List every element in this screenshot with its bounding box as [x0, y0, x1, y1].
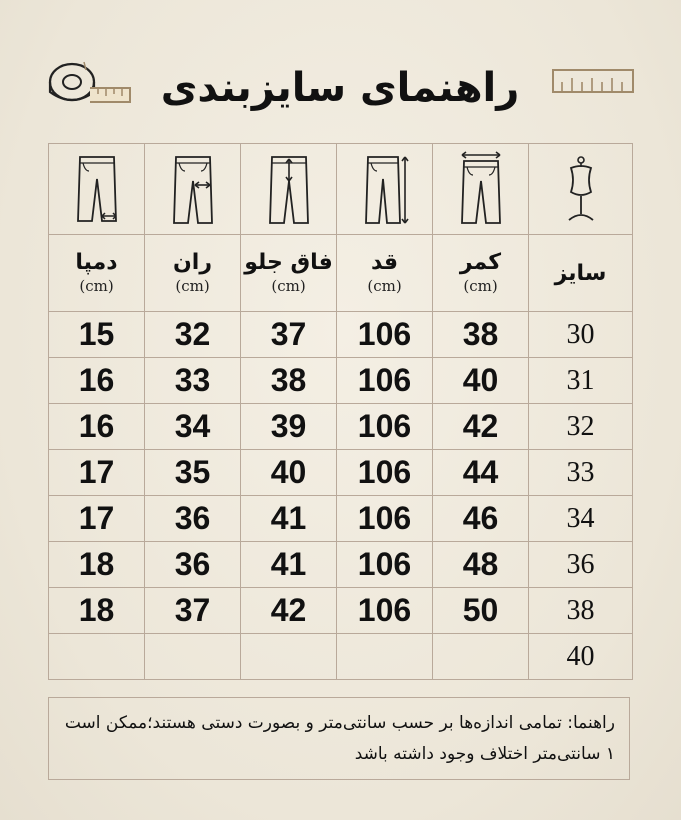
header-thigh-unit: (cm): [175, 277, 210, 295]
table-row: [49, 588, 633, 634]
hem-icon-cell: [49, 144, 145, 235]
header-thigh: [145, 235, 241, 312]
hem-cell: 18: [49, 588, 145, 634]
header-rise: [241, 235, 337, 312]
header-length-unit: (cm): [367, 277, 402, 295]
rise-icon-cell: [241, 144, 337, 235]
guide-note: راهنما: تمامی اندازه‌ها بر حسب سانتی‌متر و بصورت دستی هستند؛ممکن است ۱ سانتی‌متر اختلاف وجود داشته باشد: [48, 697, 630, 780]
length-cell: 106: [337, 542, 433, 588]
waist-cell: [433, 634, 529, 680]
thigh-icon-cell: [145, 144, 241, 235]
header-length: [337, 235, 433, 312]
header-hem-unit: (cm): [79, 277, 114, 295]
length-cell: [337, 634, 433, 680]
waist-cell: 46: [433, 496, 529, 542]
header-rise-unit: (cm): [271, 277, 306, 295]
size-cell: 34: [529, 496, 633, 542]
table-row: [49, 450, 633, 496]
mannequin-icon: [561, 154, 601, 224]
thigh-cell: 35: [145, 450, 241, 496]
header-rise-label: فاق جلو: [244, 250, 333, 275]
size-cell: 30: [529, 312, 633, 358]
header-row: [49, 235, 633, 312]
length-icon-cell: [337, 144, 433, 235]
thigh-cell: 33: [145, 358, 241, 404]
waist-cell: 48: [433, 542, 529, 588]
thigh-cell: 32: [145, 312, 241, 358]
header-thigh-label: ران: [173, 250, 212, 275]
size-cell: 40: [529, 634, 633, 680]
table-row: [49, 634, 633, 680]
header-hem: [49, 235, 145, 312]
rise-cell: [241, 634, 337, 680]
waist-cell: 38: [433, 312, 529, 358]
header-size-label: سایز: [554, 260, 607, 286]
page-title: راهنمای سایزبندی: [160, 65, 520, 111]
thigh-cell: 37: [145, 588, 241, 634]
ruler-icon: [552, 68, 634, 94]
length-cell: 106: [337, 312, 433, 358]
icon-row: [49, 144, 633, 235]
size-cell: 36: [529, 542, 633, 588]
pants-waist-icon: [456, 151, 506, 227]
header-waist-unit: (cm): [463, 277, 498, 295]
table-row: [49, 496, 633, 542]
length-cell: 106: [337, 450, 433, 496]
hem-cell: 17: [49, 496, 145, 542]
header-waist-label: کمر: [459, 250, 502, 275]
hem-cell: 15: [49, 312, 145, 358]
rise-cell: 41: [241, 496, 337, 542]
size-icon-cell: [529, 144, 633, 235]
waist-cell: 50: [433, 588, 529, 634]
rise-cell: 38: [241, 358, 337, 404]
title-row: [0, 52, 681, 124]
table-row: [49, 404, 633, 450]
rise-cell: 37: [241, 312, 337, 358]
waist-icon-cell: [433, 144, 529, 235]
header-hem-label: دمپا: [75, 250, 118, 275]
size-cell: 31: [529, 358, 633, 404]
hem-cell: [49, 634, 145, 680]
table-row: [49, 312, 633, 358]
thigh-cell: 36: [145, 496, 241, 542]
table-row: [49, 542, 633, 588]
length-cell: 106: [337, 358, 433, 404]
hem-cell: 16: [49, 358, 145, 404]
waist-cell: 40: [433, 358, 529, 404]
rise-cell: 41: [241, 542, 337, 588]
length-cell: 106: [337, 404, 433, 450]
measuring-tape-icon: [44, 58, 134, 108]
rise-cell: 42: [241, 588, 337, 634]
pants-thigh-icon: [168, 151, 218, 227]
pants-length-icon: [360, 151, 410, 227]
waist-cell: 44: [433, 450, 529, 496]
thigh-cell: [145, 634, 241, 680]
size-table: [48, 143, 633, 680]
length-cell: 106: [337, 496, 433, 542]
length-cell: 106: [337, 588, 433, 634]
header-size: [529, 235, 633, 312]
waist-cell: 42: [433, 404, 529, 450]
pants-hem-icon: [72, 151, 122, 227]
size-cell: 33: [529, 450, 633, 496]
size-cell: 38: [529, 588, 633, 634]
thigh-cell: 36: [145, 542, 241, 588]
pants-rise-icon: [264, 151, 314, 227]
hem-cell: 17: [49, 450, 145, 496]
header-waist: [433, 235, 529, 312]
hem-cell: 18: [49, 542, 145, 588]
rise-cell: 39: [241, 404, 337, 450]
table-row: [49, 358, 633, 404]
header-length-label: قد: [370, 250, 399, 275]
hem-cell: 16: [49, 404, 145, 450]
size-cell: 32: [529, 404, 633, 450]
rise-cell: 40: [241, 450, 337, 496]
thigh-cell: 34: [145, 404, 241, 450]
